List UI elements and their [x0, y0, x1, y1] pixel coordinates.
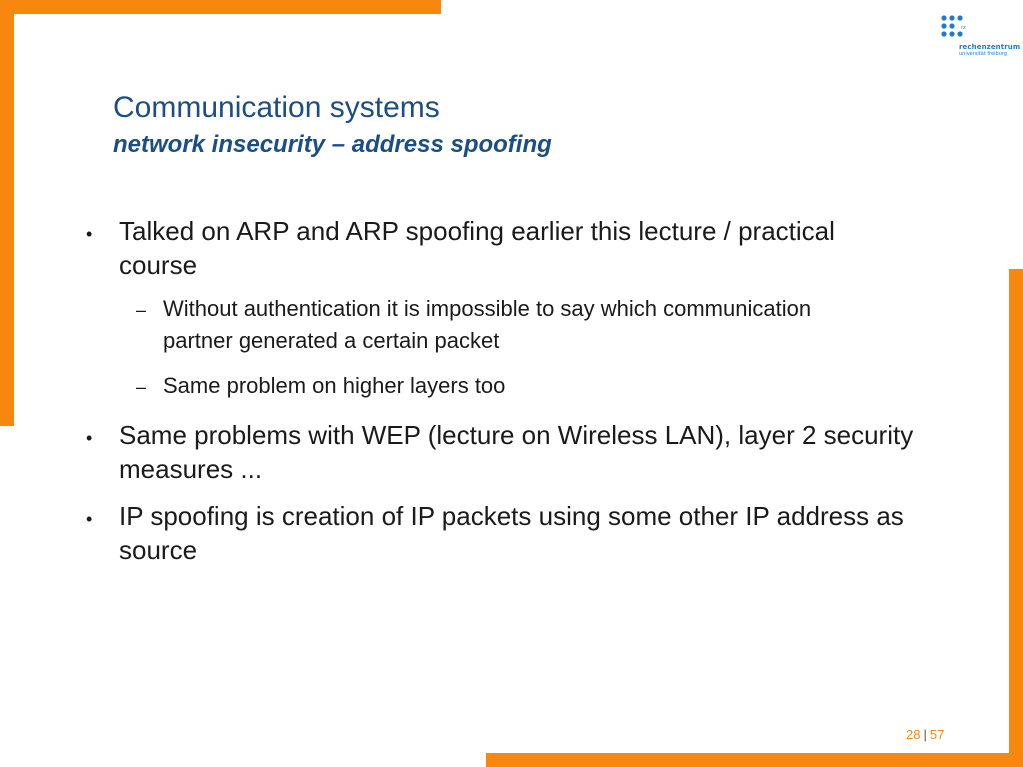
- bullet-marker: •: [86, 224, 93, 244]
- logo-line2: universität freiburg: [959, 51, 1008, 57]
- bullet-marker: •: [86, 509, 93, 529]
- orange-frame-left: [0, 0, 14, 426]
- sub-bullet-item-1: Without authentication it is impossible to say which communication partner generated a certain packet: [163, 296, 812, 353]
- sub-bullet-item-2: Same problem on higher layers too: [163, 373, 506, 398]
- slide-title: Communication systems: [113, 91, 440, 124]
- orange-frame-bottom-right: [486, 753, 1023, 767]
- logo-text: [959, 44, 1020, 57]
- bullet-item-2: Same problems with WEP (lecture on Wireless LAN), layer 2 security measures ...: [119, 420, 914, 484]
- bullet-item-3: IP spoofing is creation of IP packets using some other IP address as source: [119, 501, 904, 565]
- sub-bullet-marker: –: [136, 377, 147, 397]
- rechenzentrum-logo: [940, 14, 1021, 66]
- logo-line1: rechenzentrum: [959, 43, 1021, 51]
- page-separator: |: [923, 727, 927, 742]
- logo-rz-tag: rz: [961, 25, 966, 31]
- bullet-marker: •: [86, 428, 93, 448]
- total-pages: 57: [929, 727, 945, 742]
- slide-subtitle: network insecurity – address spoofing: [113, 131, 552, 158]
- orange-frame-right: [1009, 269, 1023, 767]
- sub-bullet-marker: –: [136, 300, 147, 320]
- page-number: [906, 727, 944, 742]
- bullet-item-1: Talked on ARP and ARP spoofing earlier this lecture / practical course: [119, 216, 835, 280]
- orange-frame-top-left: [0, 0, 441, 14]
- current-page: 28: [906, 727, 921, 742]
